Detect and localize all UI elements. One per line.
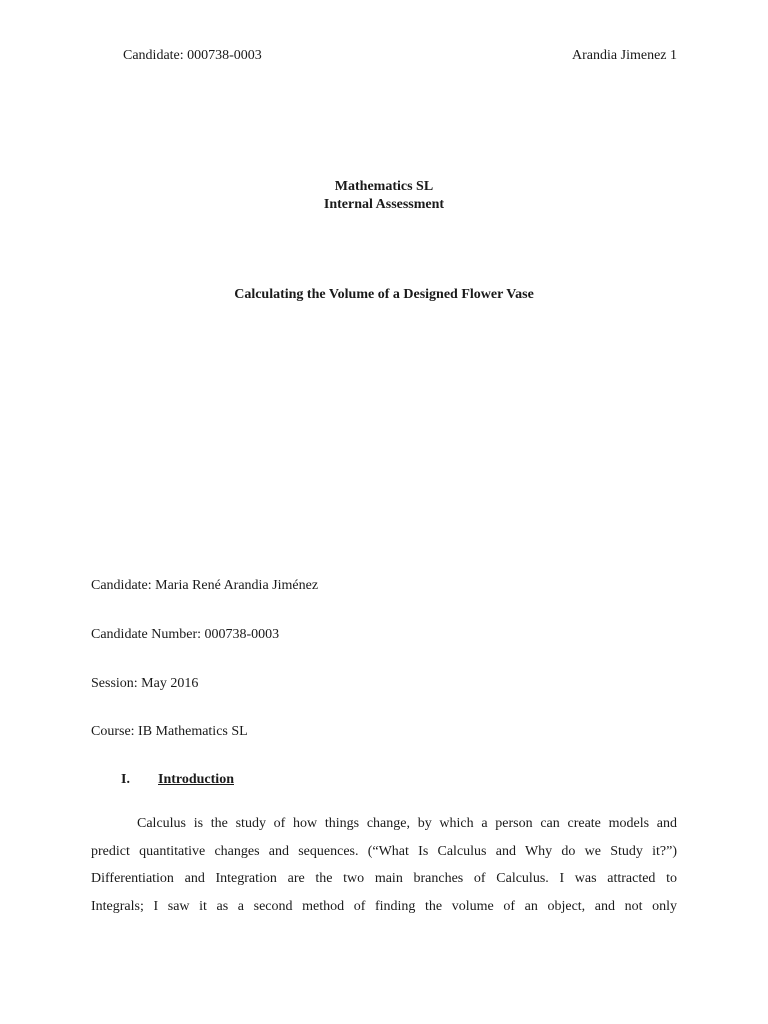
course: Course: IB Mathematics SL [91, 724, 248, 739]
section-heading-introduction [121, 771, 234, 789]
session: Session: May 2016 [91, 676, 199, 691]
paragraph-line: predict quantitative changes and sequences. (“What Is Calculus and Why do we Study it?”) [91, 843, 677, 859]
candidate-number: Candidate Number: 000738-0003 [91, 627, 280, 642]
running-header-page-number: Arandia Jimenez 1 [572, 48, 677, 63]
candidate-name: Candidate: Maria René Arandia Jiménez [91, 578, 319, 593]
subject-title: Mathematics SL [334, 179, 434, 194]
paragraph-line: Calculus is the study of how things change, by which a person can create models and [137, 816, 677, 831]
paragraph-line: Differentiation and Integration are the two main branches of Calculus. I was attracted to [91, 871, 677, 886]
running-header-candidate: Candidate: 000738-0003 [123, 48, 262, 63]
assessment-title: Internal Assessment [323, 197, 445, 212]
section-number: I. [121, 772, 130, 787]
paragraph-line: Integrals; I saw it as a second method of finding the volume of an object, and not only [91, 898, 677, 914]
introduction-paragraph [91, 810, 677, 920]
section-title: Introduction [158, 772, 234, 787]
topic-title: Calculating the Volume of a Designed Flower Vase [234, 287, 534, 302]
